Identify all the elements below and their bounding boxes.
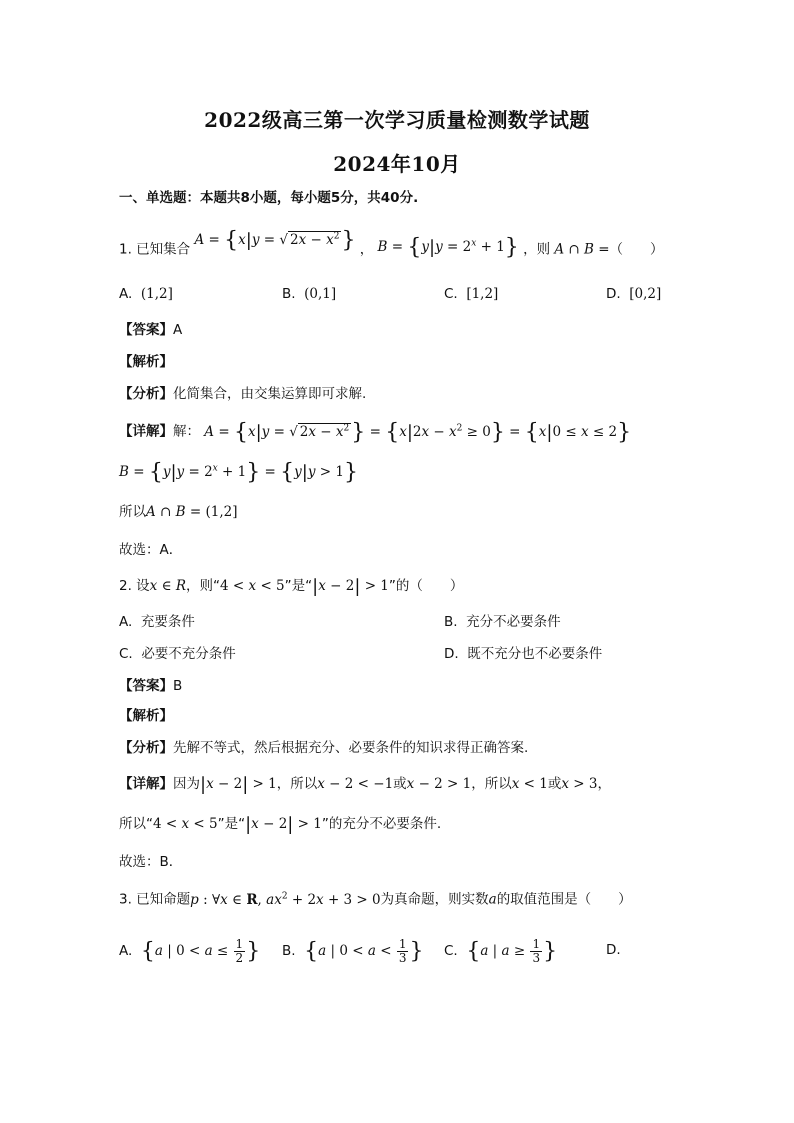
q1-set-a: A = {x|y = √ $2x - x^2$}	[194, 227, 356, 253]
q2-option-c: C. 必要不充分条件	[119, 646, 236, 662]
q1-sep2: ，则	[523, 241, 551, 258]
q1-choose: 故选：A．	[119, 542, 183, 558]
q1-detail-b: $B = \{y|y = 2^x + 1\} = \{y|y > 1\}$	[119, 459, 358, 485]
question-2: 2. 设x ∈ R，则“4 < x < 5”是“|x − 2| > 1”的（ ）	[119, 576, 464, 597]
q1-intersection: A ∩ B	[554, 241, 594, 258]
section-heading: 一、单选题：本题共8小题，每小题5分，共40分.	[119, 190, 419, 206]
q1-prefix: 1. 已知集合	[119, 241, 191, 258]
q1-option-c: C. [1,2]	[444, 286, 499, 302]
q1-option-b: B. (0,1]	[282, 286, 337, 302]
q2-analysis-tag: 【解析】	[119, 708, 173, 724]
q1-set-b: $B = \{y|y = 2^x + 1\}$	[377, 234, 519, 260]
q2-detail: 【详解】因为|x − 2| > 1，所以x − 2 < −1或x − 2 > 1，所以x < 1或x > 3，	[119, 774, 611, 795]
q1-analysis-tag: 【解析】	[119, 354, 173, 370]
q1-sep1: ，	[359, 241, 374, 258]
q3-option-c: C. {a | a ≥ $\frac{1}{3}$ }	[444, 937, 558, 965]
q2-result: 所以“4 < x < 5”是“|x − 2| > 1”的充分不必要条件.	[119, 814, 442, 835]
q3-option-d: D.	[606, 942, 621, 958]
q1-option-a: A. (1,2]	[119, 286, 173, 302]
q2-option-a: A. 充要条件	[119, 614, 195, 630]
question-3: 3. 已知命题p : ∀x ∈ R, $ax^2 + 2x + 3 > 0$为真命题，则实数a的取值范围是（ ）	[119, 891, 632, 908]
q1-ask-tail: =（ ）	[598, 241, 664, 258]
q2-option-d: D. 既不充分也不必要条件	[444, 646, 603, 662]
question-1	[119, 227, 664, 261]
q3-option-b: B. {a | 0 < a < $\frac{1}{3}$ }	[282, 937, 424, 965]
exam-date: 2024年10月	[333, 152, 461, 176]
q1-answer: 【答案】A	[119, 322, 183, 338]
q1-option-d: D. [0,2]	[606, 286, 662, 302]
q3-option-a: A. {a | 0 < a ≤ $\frac{1}{2}$ }	[119, 937, 261, 965]
q2-fenxi: 【分析】先解不等式，然后根据充分、必要条件的知识求得正确答案.	[119, 740, 529, 756]
q2-choose: 故选：B．	[119, 854, 183, 870]
exam-title: 2022级高三第一次学习质量检测数学试题	[204, 108, 590, 132]
q1-detail: 【详解】解： A = {x|y = √ $2x - x^2\} = \{x|2x - x^2 \ge 0\} = \{x|0 \le x \le 2\}$	[119, 419, 632, 445]
q1-result: 所以A ∩ B = (1,2]	[119, 504, 238, 520]
q2-answer: 【答案】B	[119, 678, 183, 694]
q1-fenxi: 【分析】化简集合，由交集运算即可求解.	[119, 386, 367, 402]
q2-option-b: B. 充分不必要条件	[444, 614, 561, 630]
